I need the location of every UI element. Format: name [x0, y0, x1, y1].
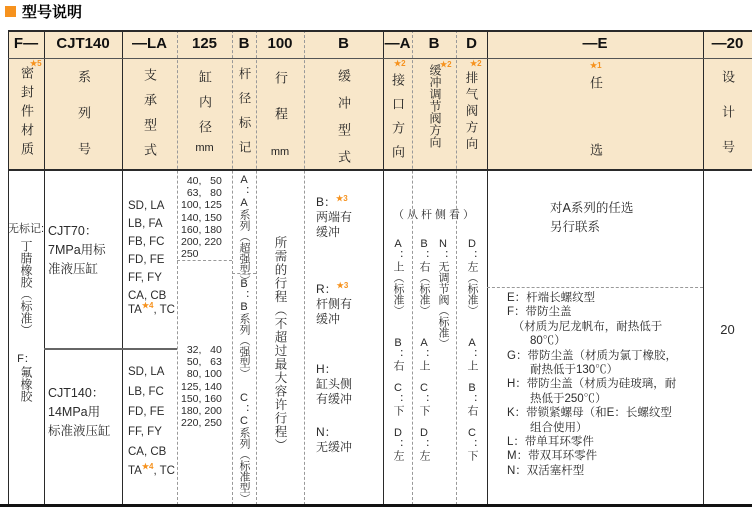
valve-dir-c: C：下: [418, 382, 430, 416]
support-top-ta-line: [128, 302, 175, 316]
port-dir-b: B：右: [392, 337, 404, 371]
page-title: 型号说明: [22, 4, 83, 21]
cushion-desc: 两端有缓冲: [316, 210, 353, 239]
label-bore: 缸内径: [197, 70, 212, 145]
label-series-no: 系列号: [76, 70, 91, 178]
support-tc: , TC: [153, 464, 175, 477]
series-cjt140-cell: CJT140： 14MPa用 标准液压缸: [48, 386, 111, 438]
label-vent-valve-direction: 排气阀方向: [464, 71, 478, 154]
label-optional: 任选: [588, 76, 603, 210]
cushion-code-text: N：: [316, 425, 337, 439]
port-dir-a: A：上（标准）: [392, 238, 404, 316]
vent-dir-d-standard: D：左（标准）: [466, 238, 478, 316]
cushion-code-text: R：: [316, 282, 337, 296]
valve-dir-n-none: N：无调节阀（标准）: [437, 238, 449, 349]
support-top-cell: SD, LA LB, FA FB, FC FD, FE FF, FY CA, CB: [128, 200, 167, 302]
divider: [487, 287, 703, 288]
code-optional: —E: [582, 35, 608, 52]
cushion-code: [316, 280, 360, 297]
divider: [304, 30, 305, 505]
footnote-star-cushion: ★3: [336, 194, 348, 203]
divider: [487, 30, 488, 505]
seal-no-mark-material: 丁腈橡胶（标准）: [19, 240, 33, 336]
code-design: —20: [711, 35, 744, 52]
code-cushion: B: [338, 35, 349, 52]
divider: [256, 30, 257, 505]
code-rod: B: [238, 35, 250, 52]
bore-bottom-cell: 32, 40 50, 63 80, 100 125, 140 150, 160 180, 200 220, 250: [181, 344, 222, 430]
label-bore-unit: mm: [195, 142, 214, 154]
code-bore: 125: [191, 35, 218, 52]
divider: [8, 58, 752, 59]
support-bottom-cell: SD, LA LB, FC FD, FE FF, FY CA, CB: [128, 366, 167, 458]
label-support-type: 支承型式: [142, 68, 157, 168]
seal-f-code: F：: [17, 353, 35, 365]
port-dir-d: D：左: [392, 427, 404, 461]
code-valve-dir: B: [428, 35, 440, 52]
cushion-code: [316, 423, 360, 440]
label-design-no: 设计号: [720, 70, 735, 175]
support-bottom-ta-line: [128, 463, 175, 477]
divider: [177, 260, 232, 261]
stroke-note: 所需的行程（不超过最大容许行程）: [273, 236, 287, 452]
support-tc: , TC: [153, 303, 175, 316]
divider: [8, 30, 752, 32]
divider: [122, 30, 123, 505]
seal-no-mark: 无标记:: [7, 223, 45, 235]
label-rod-mark: 杆径标记: [237, 67, 251, 165]
cushion-code-text: B：: [316, 195, 337, 209]
footnote-star-vent: ★2: [470, 59, 482, 68]
divider: [383, 30, 384, 505]
valve-dir-a: A：上: [418, 337, 430, 371]
footnote-star-port: ★2: [394, 59, 406, 68]
support-ta: TA: [128, 303, 142, 316]
section-bullet-icon: [5, 6, 16, 17]
label-cushion-type: 缓冲型式: [336, 69, 351, 177]
rod-a-series: A：A系列（超强型）: [238, 174, 250, 286]
divider: [703, 30, 704, 505]
rod-c-series: C：C系列（标准型）: [238, 392, 250, 504]
label-cushion-valve-direction: 缓冲调节阀方向: [428, 64, 442, 148]
optional-a-series-note: 对A系列的任选 另行联系: [550, 201, 634, 234]
cushion-code: [316, 193, 360, 210]
code-seal: F—: [13, 35, 39, 52]
design-number-value: 20: [720, 322, 735, 337]
label-port-direction: 接口方向: [390, 73, 405, 169]
code-support: —LA: [132, 35, 167, 52]
footnote-star-seal: ★5: [30, 59, 42, 68]
cushion-desc: 无缓冲: [316, 440, 353, 454]
series-cjt70-cell: CJT70： 7MPa用标 准液压缸: [48, 224, 106, 276]
cushion-code-text: H：: [316, 362, 337, 376]
valve-dir-b-standard: B：右（标准）: [418, 238, 430, 316]
code-stroke: 100: [267, 35, 293, 52]
vent-dir-b: B：右: [466, 382, 478, 416]
divider: [232, 273, 256, 274]
vent-dir-a: A：上: [466, 337, 478, 371]
divider: [412, 30, 413, 505]
footnote-star-cushion: ★3: [336, 281, 349, 290]
divider: [232, 30, 233, 505]
optional-items-list: E：杆端长螺纹型 F：带防尘盖 （材质为尼龙帆布，耐热低于 80℃） G：带防尘盖（材质为氯丁橡胶， 耐热低于130℃） H：带防尘盖（材质为硅玻璃，耐 热低于250℃） K：带锁紧螺母（和E：长螺纹型 组合使用） L：带单耳环零件 M：带双耳环零件 N：双活塞杆型: [507, 292, 677, 477]
divider: [456, 30, 457, 505]
cushion-desc: 缸头侧有缓冲: [316, 377, 353, 406]
cushion-desc: 杆侧有缓冲: [316, 297, 353, 326]
footnote-star-ta: ★4: [141, 462, 154, 471]
cushion-code: [316, 360, 360, 377]
port-dir-c: C：下: [392, 382, 404, 416]
rod-b-series: B：B系列（强型）: [238, 278, 250, 379]
valve-dir-d: D：左: [418, 427, 430, 461]
seal-f-material: 氟橡胶: [19, 366, 33, 402]
bore-top-cell: 40, 50 63, 80 100, 125 140, 150 160, 180 200, 220 250: [181, 175, 222, 261]
divider: [44, 30, 45, 505]
cushion-item-r: [316, 280, 360, 327]
code-port-dir: —A: [384, 35, 411, 52]
footnote-star-ta: ★4: [141, 301, 154, 310]
cushion-item-n: [316, 423, 360, 455]
divider: [8, 169, 752, 171]
support-ta: TA: [128, 464, 142, 477]
footnote-star-optional: ★1: [590, 61, 602, 70]
footnote-star-valve: ★2: [440, 60, 452, 69]
code-series: CJT140: [56, 35, 110, 52]
divider: [177, 30, 178, 505]
label-seal-material: 密封件材质: [19, 66, 34, 161]
cushion-item-h: [316, 360, 360, 407]
direction-view-note: （从杆侧看）: [393, 209, 477, 221]
label-stroke: 行程: [273, 71, 288, 143]
divider: [8, 30, 9, 505]
label-stroke-unit: mm: [270, 146, 290, 158]
divider: [44, 348, 177, 350]
divider: [0, 504, 752, 507]
vent-dir-c: C：下: [466, 427, 478, 461]
code-vent-dir: D: [466, 35, 477, 52]
cushion-item-b: [316, 193, 360, 240]
